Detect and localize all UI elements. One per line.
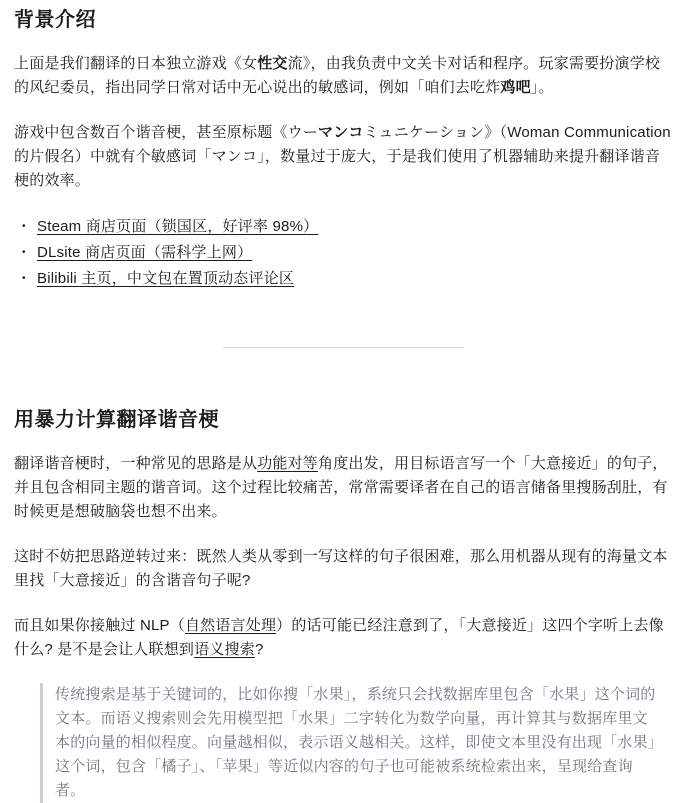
inline-link[interactable]: 语义搜索 xyxy=(194,641,255,658)
inline-link[interactable]: 功能对等 xyxy=(257,455,319,472)
link-steam-store[interactable]: Steam 商店页面（锁国区，好评率 98%） xyxy=(37,218,319,235)
text-segment: 上面是我们翻译的日本独立游戏《女 xyxy=(14,55,258,72)
link-dlsite-store[interactable]: DLsite 商店页面（需科学上网） xyxy=(37,244,253,261)
text-segment: 这时不妨把思路逆转过来：既然人类从零到一写这样的句子很困难，那么用机器从现有的海量文本里找「大意接近」的含谐音句子呢? xyxy=(14,548,668,589)
text-segment: 」。 xyxy=(530,79,554,96)
bold-text: 鸡吧 xyxy=(500,79,531,96)
paragraph-pun-count xyxy=(14,121,672,193)
paragraph-reverse-thinking xyxy=(14,545,672,593)
store-link-list xyxy=(14,214,672,292)
section-heading-background: 背景介绍 xyxy=(14,9,96,31)
paragraph-game-intro xyxy=(14,52,672,100)
text-segment: 游戏中包含数百个谐音梗，甚至原标题《ウー xyxy=(14,124,319,141)
paragraph-functional-equivalence xyxy=(14,452,672,524)
text-segment: 而且如果你接触过 NLP（ xyxy=(14,617,185,634)
text-segment: 流》，由我负责中文关卡对话和程序。玩家需要扮演学校的风纪委员，指出同学日常对话中无心说出的敏感词，例如「咱们去吃炸 xyxy=(14,55,661,96)
list-item xyxy=(20,266,672,292)
text-segment: ? xyxy=(254,641,264,658)
section-divider xyxy=(223,347,463,348)
text-segment: ミュニケーション》（Woman Communication 的片假名）中就有个敏感词「マンコ」，数量过于庞大，于是我们使用了机器辅助来提升翻译谐音梗的效率。 xyxy=(14,124,671,189)
link-bilibili-profile[interactable]: Bilibili 主页，中文包在置顶动态评论区 xyxy=(37,270,295,287)
section-heading-brute-force: 用暴力计算翻译谐音梗 xyxy=(14,409,219,431)
text-segment: 翻译谐音梗时，一种常见的思路是从 xyxy=(14,455,258,472)
text-segment: 角度出发，用目标语言写一个「大意接近」的句子，并且包含相同主题的谐音词。这个过程比较痛苦，常常需要译者在自己的语言储备里搜肠刮肚，有时候更是想破脑袋也想不出来。 xyxy=(14,455,668,520)
paragraph-nlp-semantic-search xyxy=(14,614,672,662)
bold-text: マンコ xyxy=(318,124,364,141)
bold-text: 性交 xyxy=(257,55,288,72)
semantic-search-explainer-quote xyxy=(40,683,672,803)
list-item xyxy=(20,214,672,240)
inline-link[interactable]: 自然语言处理 xyxy=(184,617,277,634)
list-item xyxy=(20,240,672,266)
quote-text: 传统搜索是基于关键词的，比如你搜「水果」，系统只会找数据库里包含「水果」这个词的文本。而语义搜索则会先用模型把「水果」二字转化为数学向量，再计算其与数据库里文本的向量的相似程度。向量越相似，表示语义越相关。这样，即使文本里没有出现「水果」这个词，包含「橘子」、「苹果」等近似内容的句子也可能被系统检索出来，呈现给查询者。 xyxy=(55,686,656,799)
text-segment: ）的话可能已经注意到了，「大意接近」这四个字听上去像什么? 是不是会让人联想到 xyxy=(14,617,664,658)
